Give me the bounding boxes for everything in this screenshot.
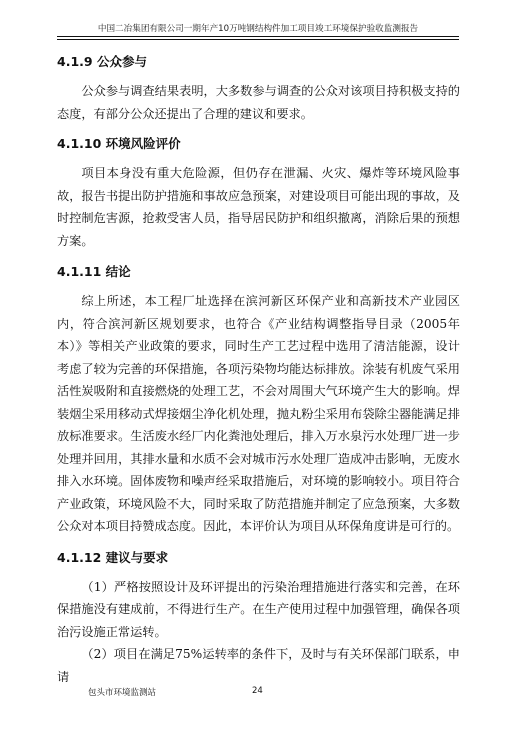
section-heading: 4.1.11 结论 xyxy=(57,264,131,279)
running-header: 中国二冶集团有限公司一期年产10万吨钢结构件加工项目竣工环境保护验收监测报告 xyxy=(97,24,419,34)
section-heading: 4.1.9 公众参与 xyxy=(57,54,147,69)
page-number: 24 xyxy=(252,686,263,696)
paragraph: （1）严格按照设计及环评提出的污染治理措施进行落实和完善，在环保措施没有建成前，不得进行生产。在生产使用过程中加强管理，确保各项治污设施正常运转。 xyxy=(57,579,460,639)
section-recommendations xyxy=(57,548,460,689)
paragraph: 综上所述，本工程厂址选择在滨河新区环保产业和高新技术产业园区内，符合滨河新区规划要求，也符合《产业结构调整指导目录（2005年本）》等相关产业政策的要求，同时生产工艺过程中选用了清洁能源，设计考虑了较为完善的环保措施，各项污染物均能达标排放。涂装有机废气采用活性炭吸附和直接燃烧的处理工艺，不会对周围大气环境产生大的影响。焊装烟尘采用移动式焊接烟尘净化机处理，抛丸粉尘采用布袋除尘器能满足排放标准要求。生活废水经厂内化粪池处理后，排入万水泉污水处理厂进一步处理并回用，其排水量和水质不会对城市污水处理厂造成冲击影响，无废水排入水环境。固体废物和噪声经采取措施后，对环境的影响较小。项目符合产业政策，环境风险不大，同时采取了防范措施并制定了应急预案，大多数公众对本项目持赞成态度。因此，本评价认为项目从环保角度讲是可行的。 xyxy=(57,294,460,533)
paragraph: （2）项目在满足75%运转率的条件下，及时与有关环保部门联系，申请 xyxy=(57,647,460,684)
page-body xyxy=(57,52,460,688)
header-rule-thin xyxy=(57,39,459,40)
section-heading: 4.1.12 建议与要求 xyxy=(57,549,169,565)
section-heading: 4.1.10 环境风险评价 xyxy=(57,136,181,151)
footer-organization: 包头市环境监测站 xyxy=(88,688,157,698)
paragraph: 公众参与调查结果表明，大多数参与调查的公众对该项目持积极支持的态度，有部分公众还提出了合理的建议和要求。 xyxy=(57,84,460,121)
section-conclusion xyxy=(57,262,460,538)
header-rule xyxy=(57,36,459,37)
paragraph: 项目本身没有重大危险源，但仍存在泄漏、火灾、爆炸等环境风险事故，报告书提出防护措施和事故应急预案，对建设项目可能出现的事故，及时控制危害源，抢救受害人员，指导居民防护和组织撤离，消除后果的预想方案。 xyxy=(57,166,460,248)
section-public-participation xyxy=(57,52,460,125)
section-risk-assessment xyxy=(57,134,460,252)
